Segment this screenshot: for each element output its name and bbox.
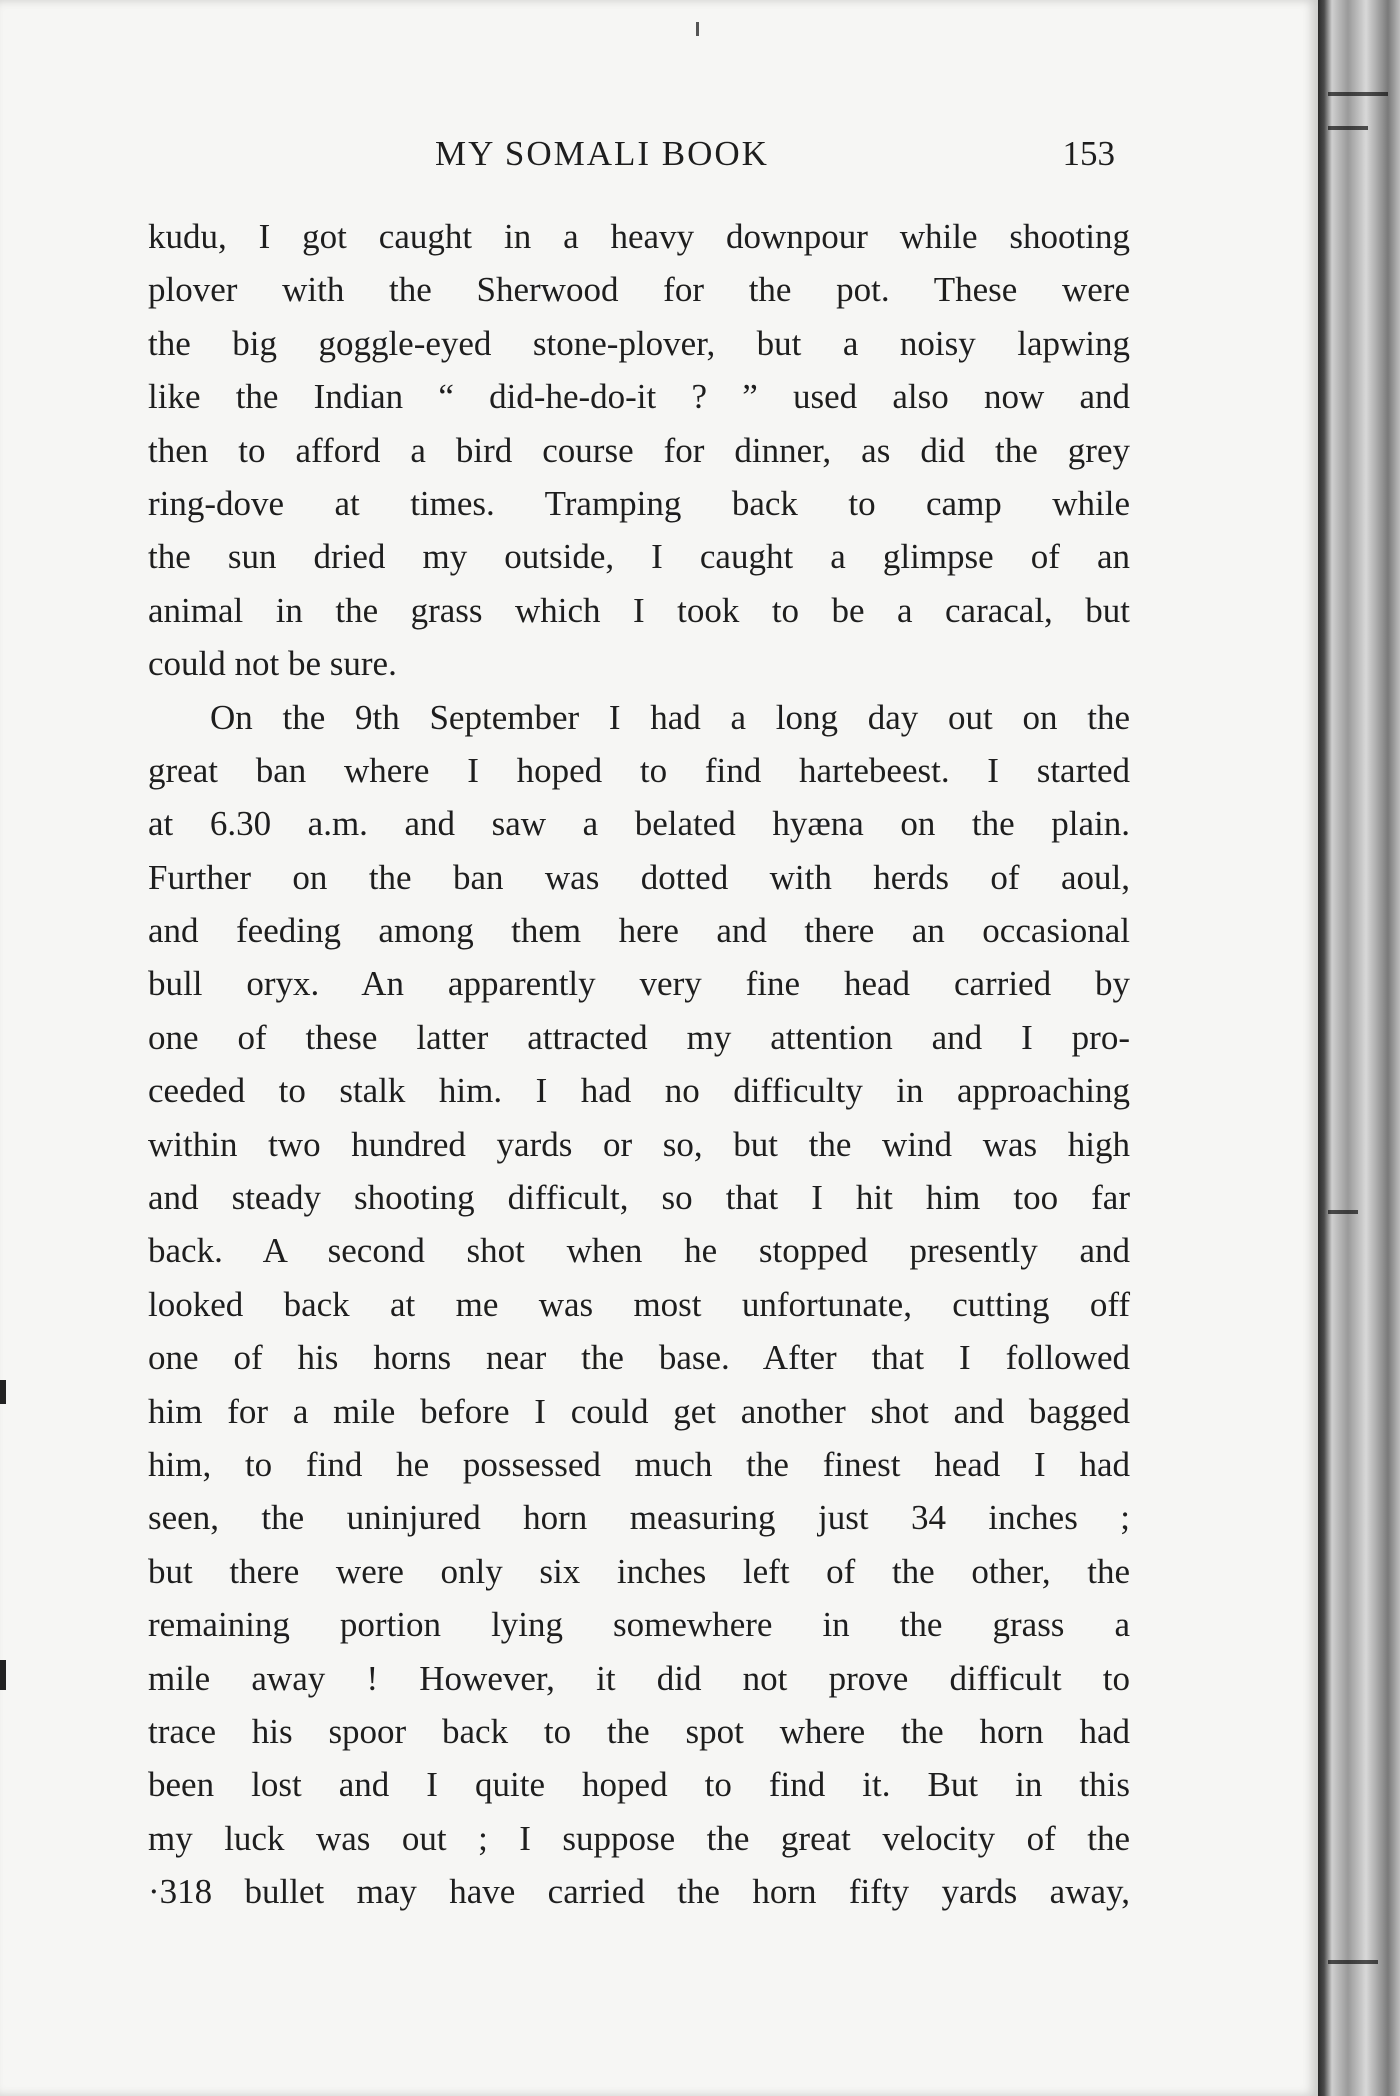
spine-mark — [1328, 92, 1388, 96]
text-line: trace his spoor back to the spot where the horn had — [148, 1711, 1130, 1751]
text-line: him for a mile before I could get another shot and bagged — [148, 1391, 1130, 1431]
page-number: 153 — [1062, 134, 1115, 173]
text-line: ceeded to stalk him. I had no difficulty in approaching — [148, 1071, 1130, 1111]
body-text — [148, 210, 1130, 1919]
text-line: Further on the ban was dotted with herds of aoul, — [148, 857, 1130, 897]
text-line: been lost and I quite hoped to find it. But in this — [148, 1765, 1130, 1805]
text-line: looked back at me was most unfortunate, cutting off — [148, 1284, 1130, 1324]
book-spine-edge — [1318, 0, 1400, 2096]
text-line: him, to find he possessed much the finest head I had — [148, 1444, 1130, 1484]
text-line: but there were only six inches left of the other, the — [148, 1551, 1130, 1591]
print-speck — [696, 22, 699, 36]
margin-mark — [0, 1660, 6, 1690]
text-line: then to afford a bird course for dinner, as did the grey — [148, 430, 1130, 470]
text-line: the sun dried my outside, I caught a glimpse of an — [148, 537, 1130, 577]
margin-mark — [0, 1380, 6, 1404]
text-line: kudu, I got caught in a heavy downpour while shooting — [148, 217, 1130, 256]
text-line: within two hundred yards or so, but the wind was high — [148, 1124, 1130, 1164]
text-line: back. A second shot when he stopped presently and — [148, 1231, 1130, 1271]
text-line: seen, the uninjured horn measuring just 34 inches ; — [148, 1498, 1130, 1538]
spine-mark — [1328, 1210, 1358, 1214]
text-line: plover with the Sherwood for the pot. These were — [148, 270, 1130, 310]
text-line: animal in the grass which I took to be a caracal, but — [148, 590, 1130, 630]
text-line: at 6.30 a.m. and saw a belated hyæna on the plain. — [148, 804, 1130, 844]
text-line: my luck was out ; I suppose the great velocity of the — [148, 1818, 1130, 1858]
text-line: great ban where I hoped to find hartebeest. I started — [148, 750, 1130, 790]
text-line: and steady shooting difficult, so that I hit him too far — [148, 1178, 1130, 1218]
text-line: mile away ! However, it did not prove difficult to — [148, 1658, 1130, 1698]
text-line: bull oryx. An apparently very fine head carried by — [148, 964, 1130, 1004]
paragraph-first-line: On the 9th September I had a long day out on the — [210, 697, 1130, 737]
spine-mark — [1328, 1960, 1378, 1964]
running-title: MY SOMALI BOOK — [435, 134, 769, 173]
text-line: ·318 bullet may have carried the horn fifty yards away, — [148, 1872, 1130, 1912]
text-line: one of his horns near the base. After that I followed — [148, 1338, 1130, 1378]
text-line: the big goggle-eyed stone-plover, but a noisy lapwing — [148, 323, 1130, 363]
text-line: could not be sure. — [148, 644, 397, 684]
text-line: like the Indian “ did-he-do-it ? ” used also now and — [148, 377, 1130, 417]
text-line: and feeding among them here and there an occasional — [148, 911, 1130, 951]
page-header — [150, 134, 1115, 184]
spine-mark — [1328, 126, 1368, 130]
text-line: ring-dove at times. Tramping back to camp while — [148, 483, 1130, 523]
text-line: remaining portion lying somewhere in the grass a — [148, 1605, 1130, 1645]
text-line: one of these latter attracted my attention and I pro- — [148, 1017, 1130, 1057]
